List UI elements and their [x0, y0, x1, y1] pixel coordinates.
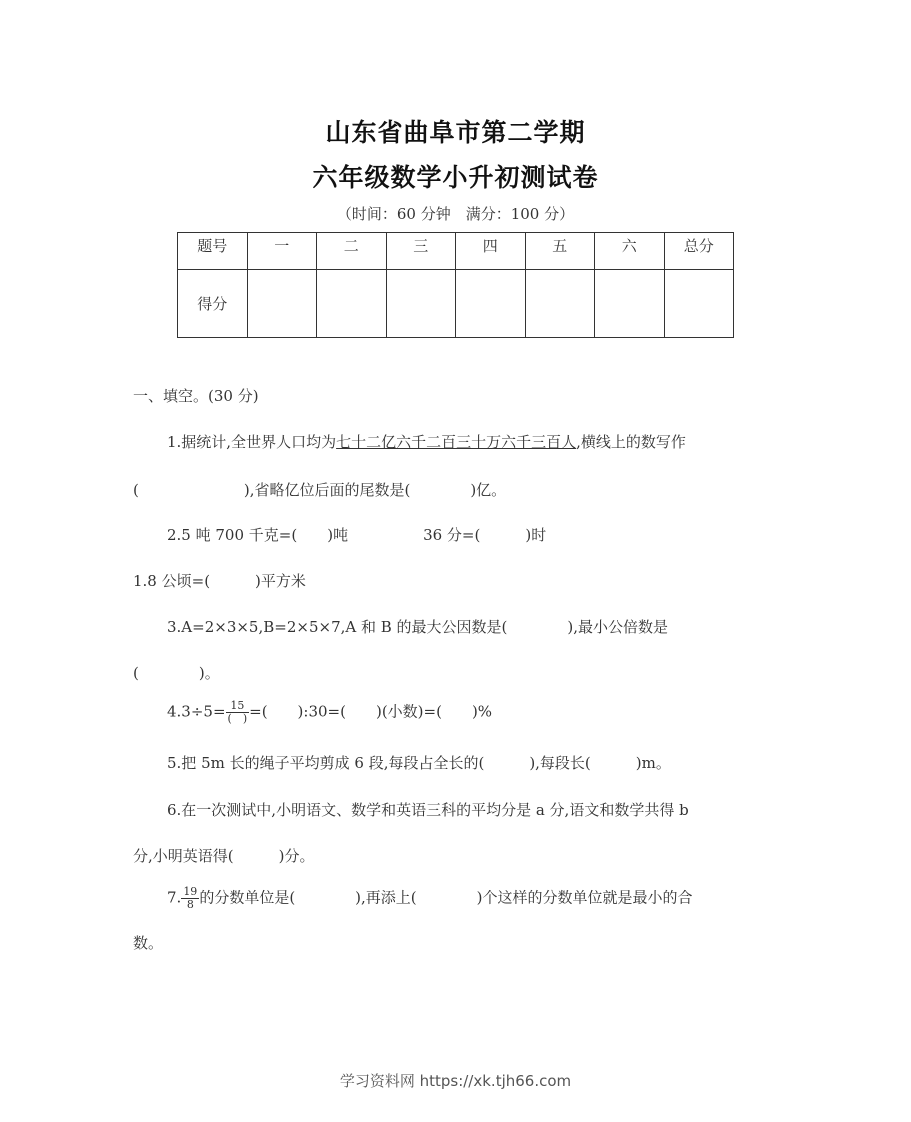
- q7-fraction-numerator: 19: [183, 885, 198, 898]
- q7-suffix: 的分数单位是( ),再添上( )个这样的分数单位就是最小的合: [199, 888, 693, 907]
- question-6-line-1: 6.在一次测试中,小明语文、数学和英语三科的平均分是 a 分,语文和数学共得 b: [167, 801, 689, 819]
- score-cell[interactable]: [664, 270, 734, 338]
- score-table-header-row: [178, 233, 734, 270]
- section-heading: 一、填空。(30 分): [133, 387, 259, 405]
- header-cell: 四: [456, 233, 526, 270]
- score-table-score-row: [178, 270, 734, 338]
- score-row-label: 得分: [178, 270, 248, 338]
- q4-fraction-numerator: 15: [226, 700, 250, 713]
- q4-prefix: 4.3÷5=: [167, 702, 226, 721]
- q4-fraction: [226, 700, 250, 725]
- score-cell[interactable]: [595, 270, 665, 338]
- q1-underlined-number: 七十二亿六千二百三十万六千三百人: [336, 433, 577, 451]
- question-1-line-2: ( ),省略亿位后面的尾数是( )亿。: [133, 481, 507, 499]
- score-cell[interactable]: [386, 270, 456, 338]
- q1-prefix: 1.据统计,全世界人口均为: [167, 433, 337, 451]
- score-table: [177, 232, 734, 338]
- header-cell: 六: [595, 233, 665, 270]
- time-info: （时间：60 分钟 满分：100 分）: [336, 205, 575, 223]
- score-cell[interactable]: [247, 270, 317, 338]
- question-3-line-1: 3.A=2×3×5,B=2×5×7,A 和 B 的最大公因数是( ),最小公倍数是: [167, 618, 669, 636]
- header-cell: 一: [247, 233, 317, 270]
- question-1-line-1: [167, 431, 686, 452]
- q1-suffix: ,横线上的数写作: [576, 433, 686, 451]
- score-cell[interactable]: [525, 270, 595, 338]
- header-cell: 题号: [178, 233, 248, 270]
- question-4: [167, 700, 492, 725]
- question-2-line-2: 1.8 公顷=( )平方米: [133, 572, 306, 590]
- question-6-line-2: 分,小明英语得( )分。: [133, 847, 315, 865]
- question-7: [167, 886, 693, 911]
- q7-fraction-denominator: 8: [186, 898, 194, 911]
- question-2-line-1: 2.5 吨 700 千克=( )吨 36 分=( )时: [167, 526, 547, 544]
- q4-suffix: =( ):30=( )(小数)=( )%: [249, 702, 493, 721]
- document-subtitle: 六年级数学小升初测试卷: [312, 163, 599, 192]
- document-title: 山东省曲阜市第二学期: [325, 118, 586, 147]
- q7-fraction: [181, 886, 199, 911]
- footer-watermark: 学习资料网 https://xk.tjh66.com: [339, 1072, 572, 1090]
- q7-prefix: 7.: [167, 888, 182, 907]
- score-cell[interactable]: [317, 270, 387, 338]
- header-cell: 五: [525, 233, 595, 270]
- question-3-line-2: ( )。: [133, 664, 220, 682]
- question-7-line-2: 数。: [133, 934, 164, 952]
- q4-fraction-denominator: ( ): [227, 712, 248, 725]
- question-5: 5.把 5m 长的绳子平均剪成 6 段,每段占全长的( ),每段长( )m。: [167, 754, 671, 772]
- score-cell[interactable]: [456, 270, 526, 338]
- header-cell: 二: [317, 233, 387, 270]
- header-cell: 总分: [664, 233, 734, 270]
- header-cell: 三: [386, 233, 456, 270]
